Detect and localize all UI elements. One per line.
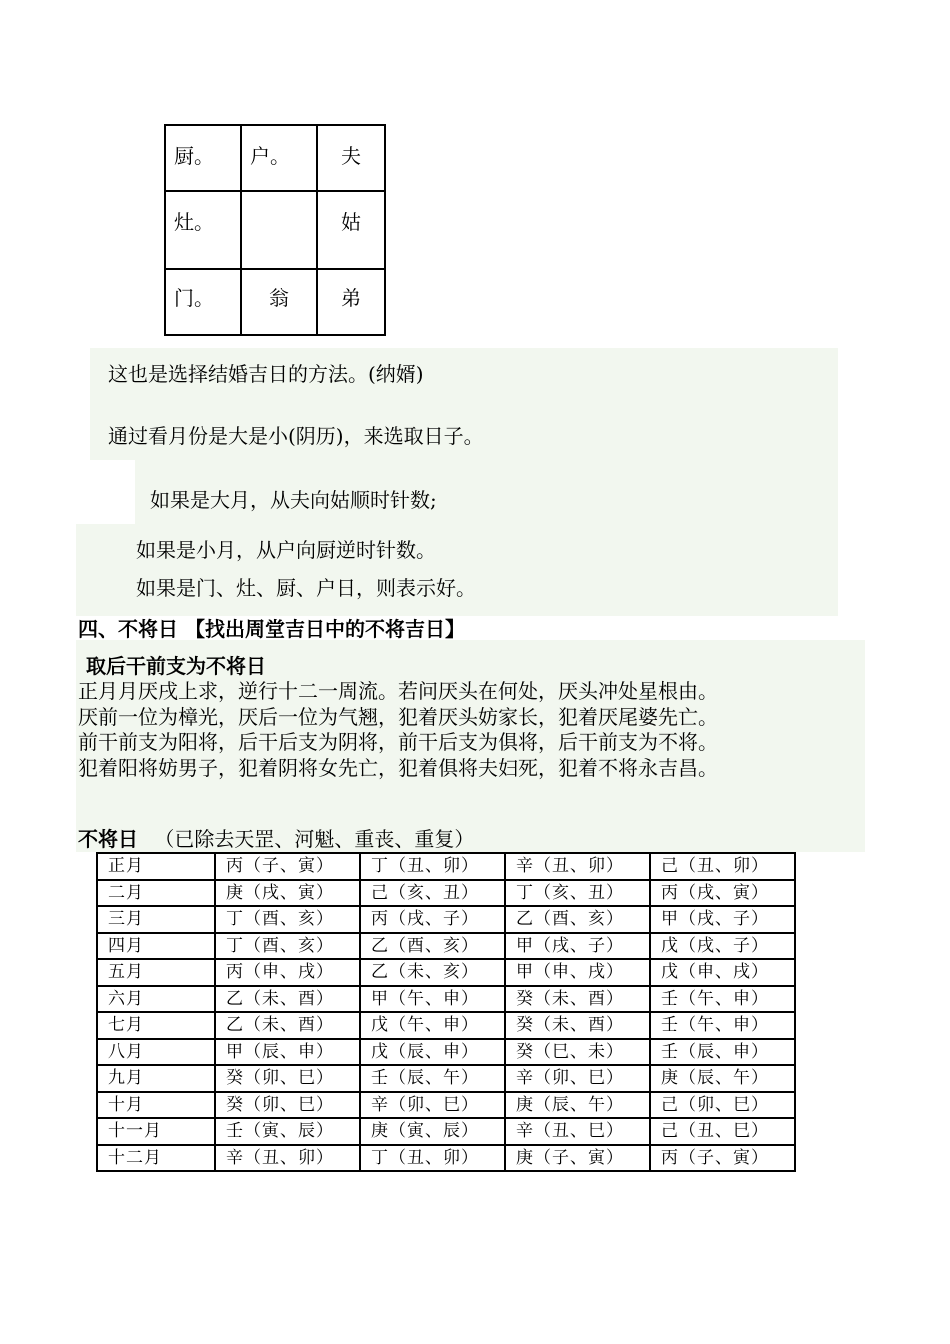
day-cell: 戊（戌、子） (650, 933, 795, 960)
table-row (97, 1012, 795, 1039)
day-cell: 丙（戌、寅） (650, 880, 795, 907)
month-cell: 十一月 (97, 1118, 215, 1145)
day-cell: 庚（子、寅） (505, 1145, 650, 1172)
table-row (97, 1092, 795, 1119)
grid-cell (165, 125, 241, 191)
verse-line: 正月月厌戌上求，逆行十二一周流。若问厌头在何处，厌头冲处星根由。 (78, 679, 718, 703)
month-cell: 正月 (97, 853, 215, 880)
intro-line: 如果是大月，从夫向姑顺时针数; (150, 488, 437, 512)
day-cell: 壬（寅、辰） (215, 1118, 360, 1145)
day-cell: 庚（辰、午） (650, 1065, 795, 1092)
day-cell: 戊（申、戌） (650, 959, 795, 986)
day-cell: 辛（丑、卯） (505, 853, 650, 880)
day-cell: 丁（亥、丑） (505, 880, 650, 907)
intro-line: 如果是小月，从户向厨逆时针数。 (136, 538, 436, 562)
grid-cell-text: 门。 (174, 286, 214, 310)
grid-cell-text: 翁 (269, 286, 289, 310)
day-cell: 壬（辰、申） (650, 1039, 795, 1066)
verse-line: 犯着阳将妨男子，犯着阴将女先亡，犯着俱将夫妇死，犯着不将永吉昌。 (78, 755, 718, 780)
table-row (97, 1065, 795, 1092)
table-row (97, 959, 795, 986)
day-cell: 乙（未、酉） (215, 1012, 360, 1039)
day-cell: 戊（午、申） (360, 1012, 505, 1039)
verse-block (78, 679, 718, 781)
day-cell: 乙（未、亥） (360, 959, 505, 986)
grid-cell-text: 厨。 (174, 144, 214, 168)
day-cell: 辛（丑、卯） (215, 1145, 360, 1172)
table-row (97, 1145, 795, 1172)
day-cell: 丁（丑、卯） (360, 1145, 505, 1172)
day-cell: 辛（卯、巳） (505, 1065, 650, 1092)
day-cell: 甲（戌、子） (650, 906, 795, 933)
verse-line: 厌前一位为樟光，厌后一位为气翘，犯着厌头妨家长，犯着厌尾婆先亡。 (78, 704, 718, 729)
grid-cell (317, 269, 385, 335)
table-row (97, 1039, 795, 1066)
intro-line: 如果是门、灶、厨、户日，则表示好。 (136, 576, 476, 600)
month-cell: 十月 (97, 1092, 215, 1119)
day-cell: 乙（酉、亥） (505, 906, 650, 933)
grid-cell (165, 191, 241, 269)
day-cell: 壬（辰、午） (360, 1065, 505, 1092)
day-cell: 戊（辰、申） (360, 1039, 505, 1066)
intro-line: 这也是选择结婚吉日的方法。(纳婿) (108, 362, 424, 386)
section-subheading: 取后干前支为不将日 (86, 654, 266, 678)
day-cell: 丙（子、寅） (650, 1145, 795, 1172)
day-cell: 癸（未、酉） (505, 986, 650, 1013)
verse-line: 前干前支为阳将，后干后支为阴将，前干后支为俱将，后干前支为不将。 (78, 730, 718, 754)
day-cell: 庚（辰、午） (505, 1092, 650, 1119)
day-cell: 乙（未、酉） (215, 986, 360, 1013)
month-cell: 八月 (97, 1039, 215, 1066)
day-cell: 丙（申、戌） (215, 959, 360, 986)
day-cell: 庚（寅、辰） (360, 1118, 505, 1145)
table-note: （已除去天罡、河魁、重丧、重复） (154, 827, 475, 851)
table-row (97, 853, 795, 880)
grid-cell (241, 191, 317, 269)
table-row (97, 880, 795, 907)
grid-cell (165, 269, 241, 335)
table-caption (78, 827, 474, 851)
bujiang-table (96, 852, 796, 1172)
intro-line: 通过看月份是大是小(阴历)，来选取日子。 (108, 424, 484, 448)
grid-cell (317, 191, 385, 269)
table-row (97, 986, 795, 1013)
grid-cell (241, 269, 317, 335)
table-title: 不将日 (78, 827, 138, 851)
day-cell: 甲（申、戌） (505, 959, 650, 986)
day-cell: 癸（卯、巳） (215, 1092, 360, 1119)
month-cell: 四月 (97, 933, 215, 960)
day-cell: 甲（戌、子） (505, 933, 650, 960)
day-cell: 癸（未、酉） (505, 1012, 650, 1039)
grid-cell-text: 灶。 (174, 210, 214, 234)
day-cell: 壬（午、申） (650, 1012, 795, 1039)
day-cell: 壬（午、申） (650, 986, 795, 1013)
day-cell: 辛（卯、巳） (360, 1092, 505, 1119)
month-cell: 三月 (97, 906, 215, 933)
day-cell: 丙（子、寅） (215, 853, 360, 880)
grid-cell (317, 125, 385, 191)
day-cell: 甲（辰、申） (215, 1039, 360, 1066)
month-cell: 六月 (97, 986, 215, 1013)
zhoutang-grid (164, 124, 386, 336)
day-cell: 己（卯、巳） (650, 1092, 795, 1119)
day-cell: 癸（巳、未） (505, 1039, 650, 1066)
day-cell: 己（亥、丑） (360, 880, 505, 907)
day-cell: 乙（酉、亥） (360, 933, 505, 960)
day-cell: 丙（戌、子） (360, 906, 505, 933)
section-heading: 四、不将日 【找出周堂吉日中的不将吉日】 (78, 617, 465, 641)
day-cell: 丁（丑、卯） (360, 853, 505, 880)
month-cell: 七月 (97, 1012, 215, 1039)
month-cell: 二月 (97, 880, 215, 907)
grid-cell-text: 弟 (341, 286, 361, 310)
grid-cell-text: 姑 (341, 210, 361, 234)
table-row (97, 933, 795, 960)
day-cell: 丁（酉、亥） (215, 933, 360, 960)
month-cell: 九月 (97, 1065, 215, 1092)
month-cell: 五月 (97, 959, 215, 986)
table-row (97, 1118, 795, 1145)
month-cell: 十二月 (97, 1145, 215, 1172)
grid-cell-text: 户。 (250, 144, 290, 168)
day-cell: 己（丑、巳） (650, 1118, 795, 1145)
day-cell: 丁（酉、亥） (215, 906, 360, 933)
grid-cell (241, 125, 317, 191)
day-cell: 甲（午、申） (360, 986, 505, 1013)
day-cell: 己（丑、卯） (650, 853, 795, 880)
grid-cell-text: 夫 (341, 144, 361, 168)
day-cell: 庚（戌、寅） (215, 880, 360, 907)
day-cell: 辛（丑、巳） (505, 1118, 650, 1145)
table-row (97, 906, 795, 933)
day-cell: 癸（卯、巳） (215, 1065, 360, 1092)
